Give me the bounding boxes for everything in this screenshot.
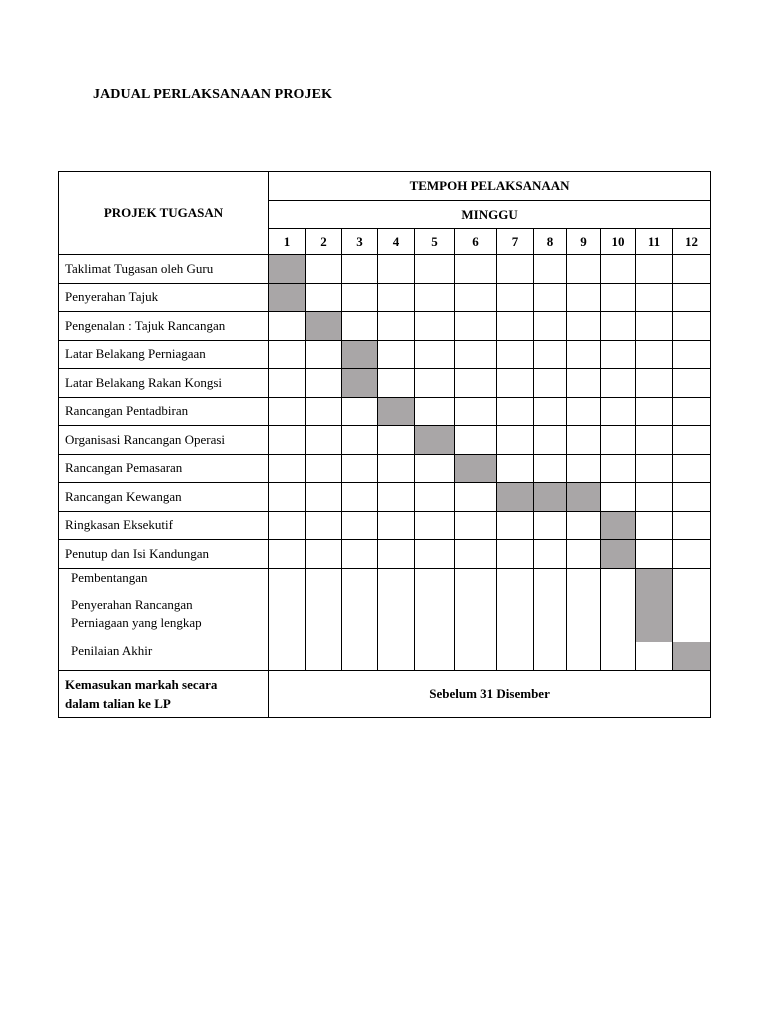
- week-cell: [673, 369, 711, 398]
- task-label: Rancangan Pentadbiran: [59, 397, 269, 426]
- week-number: 7: [497, 229, 534, 255]
- week-cell: [342, 483, 378, 512]
- week-number: 2: [306, 229, 342, 255]
- final-task-label: [59, 670, 269, 717]
- week-cell: [342, 454, 378, 483]
- week-cell: [673, 568, 711, 670]
- week-cell: [673, 540, 711, 569]
- week-cell: [567, 540, 601, 569]
- minggu-header: MINGGU: [269, 201, 711, 229]
- week-cell: [534, 255, 567, 284]
- week-cell: [534, 283, 567, 312]
- week-cell: [415, 568, 455, 670]
- week-cell: [455, 540, 497, 569]
- week-cell: [455, 283, 497, 312]
- week-cell: [455, 255, 497, 284]
- schedule-bar: [601, 540, 636, 569]
- week-cell: [269, 483, 306, 512]
- week-cell: [534, 568, 567, 670]
- week-cell: [269, 454, 306, 483]
- week-cell: [601, 369, 636, 398]
- week-cell: [306, 397, 342, 426]
- week-cell: [306, 483, 342, 512]
- task-row: [59, 454, 711, 483]
- week-cell: [342, 312, 378, 341]
- week-cell: [378, 312, 415, 341]
- week-cell: [415, 340, 455, 369]
- week-cell: [567, 511, 601, 540]
- grouped-task-labels: [59, 568, 269, 670]
- week-cell: [601, 483, 636, 512]
- week-cell: [306, 255, 342, 284]
- week-cell: [636, 454, 673, 483]
- week-cell: [601, 283, 636, 312]
- schedule-bar: [455, 454, 497, 483]
- week-cell: [567, 568, 601, 670]
- week-cell: [306, 540, 342, 569]
- task-label: Latar Belakang Perniagaan: [59, 340, 269, 369]
- week-cell: [455, 340, 497, 369]
- week-cell: [455, 426, 497, 455]
- week-cell: [567, 312, 601, 341]
- week-cell: [636, 483, 673, 512]
- week-cell: [601, 568, 636, 670]
- week-cell: [378, 369, 415, 398]
- schedule-table: [58, 171, 711, 718]
- week-cell: [342, 426, 378, 455]
- week-cell: [673, 426, 711, 455]
- week-cell: [415, 483, 455, 512]
- schedule-bar: [673, 642, 710, 670]
- task-label: Organisasi Rancangan Operasi: [59, 426, 269, 455]
- week-cell: [269, 340, 306, 369]
- week-cell: [534, 454, 567, 483]
- week-cell: [673, 483, 711, 512]
- week-cell: [601, 340, 636, 369]
- week-cell: [342, 397, 378, 426]
- deadline-note: Sebelum 31 Disember: [269, 670, 711, 717]
- task-label-penyerahan-line1: Penyerahan Rancangan: [71, 596, 193, 612]
- task-row: [59, 369, 711, 398]
- week-cell: [497, 340, 534, 369]
- week-cell: [415, 312, 455, 341]
- schedule-bar: [601, 511, 636, 540]
- week-number: 11: [636, 229, 673, 255]
- week-cell: [415, 369, 455, 398]
- week-cell: [567, 426, 601, 455]
- week-cell: [378, 540, 415, 569]
- week-cell: [567, 454, 601, 483]
- week-cell: [601, 397, 636, 426]
- week-cell: [455, 483, 497, 512]
- week-cell: [497, 454, 534, 483]
- week-cell: [636, 312, 673, 341]
- task-label: Rancangan Pemasaran: [59, 454, 269, 483]
- schedule-bar: [415, 426, 455, 455]
- week-cell: [497, 540, 534, 569]
- week-cell: [269, 312, 306, 341]
- schedule-bar: [378, 397, 415, 426]
- final-label-line2: dalam talian ke LP: [65, 695, 171, 711]
- week-cell: [378, 426, 415, 455]
- week-cell: [378, 283, 415, 312]
- week-cell: [673, 255, 711, 284]
- week-cell: [534, 369, 567, 398]
- week-cell: [673, 312, 711, 341]
- week-number: 12: [673, 229, 711, 255]
- week-cell: [534, 540, 567, 569]
- task-label: Penyerahan Tajuk: [59, 283, 269, 312]
- week-cell: [567, 255, 601, 284]
- week-cell: [455, 369, 497, 398]
- task-label: Taklimat Tugasan oleh Guru: [59, 255, 269, 284]
- week-cell: [534, 312, 567, 341]
- week-cell: [415, 454, 455, 483]
- task-label: Ringkasan Eksekutif: [59, 511, 269, 540]
- week-cell: [415, 540, 455, 569]
- week-cell: [636, 540, 673, 569]
- week-cell: [497, 369, 534, 398]
- week-cell: [306, 340, 342, 369]
- week-cell: [497, 255, 534, 284]
- week-cell: [342, 540, 378, 569]
- week-cell: [378, 454, 415, 483]
- week-number: 8: [534, 229, 567, 255]
- week-number: 5: [415, 229, 455, 255]
- week-cell: [534, 511, 567, 540]
- week-number: 6: [455, 229, 497, 255]
- task-label-penilaian-akhir: Penilaian Akhir: [71, 642, 153, 658]
- week-cell: [636, 255, 673, 284]
- week-cell: [378, 340, 415, 369]
- week-cell: [455, 568, 497, 670]
- schedule-bar: [534, 483, 567, 512]
- week-cell: [269, 397, 306, 426]
- week-cell: [269, 426, 306, 455]
- week-cell: [378, 255, 415, 284]
- task-label: Pengenalan : Tajuk Rancangan: [59, 312, 269, 341]
- week-cell: [455, 511, 497, 540]
- week-cell: [306, 511, 342, 540]
- week-cell: [455, 397, 497, 426]
- week-cell: [497, 283, 534, 312]
- page-title: JADUAL PERLAKSANAAN PROJEK: [93, 87, 333, 102]
- week-cell: [269, 540, 306, 569]
- task-label: Latar Belakang Rakan Kongsi: [59, 369, 269, 398]
- schedule-bar: [342, 340, 378, 369]
- week-cell: [269, 369, 306, 398]
- week-number: 10: [601, 229, 636, 255]
- week-cell: [497, 312, 534, 341]
- task-label: Penutup dan Isi Kandungan: [59, 540, 269, 569]
- week-cell: [415, 283, 455, 312]
- task-row: [59, 426, 711, 455]
- week-cell: [601, 312, 636, 341]
- week-cell: [342, 511, 378, 540]
- week-cell: [342, 283, 378, 312]
- week-number: 1: [269, 229, 306, 255]
- task-label-pembentangan: Pembentangan: [71, 569, 148, 585]
- week-cell: [636, 340, 673, 369]
- week-cell: [497, 511, 534, 540]
- task-row: [59, 540, 711, 569]
- week-cell: [269, 568, 306, 670]
- schedule-bar: [636, 569, 672, 642]
- week-cell: [415, 511, 455, 540]
- week-cell: [497, 426, 534, 455]
- task-row: [59, 312, 711, 341]
- week-cell: [342, 255, 378, 284]
- schedule-bar: [342, 369, 378, 398]
- week-cell: [673, 283, 711, 312]
- week-cell: [415, 397, 455, 426]
- week-number: 9: [567, 229, 601, 255]
- week-cell: [306, 283, 342, 312]
- week-cell: [306, 426, 342, 455]
- week-cell: [601, 454, 636, 483]
- task-row: [59, 255, 711, 284]
- schedule-bar: [306, 312, 342, 341]
- task-row: [59, 340, 711, 369]
- task-label: Rancangan Kewangan: [59, 483, 269, 512]
- week-cell: [378, 568, 415, 670]
- week-cell: [534, 426, 567, 455]
- grouped-task-row: [59, 568, 711, 670]
- final-label-line1: Kemasukan markah secara: [65, 676, 218, 692]
- week-cell: [636, 369, 673, 398]
- schedule-bar: [497, 483, 534, 512]
- week-cell: [567, 369, 601, 398]
- week-cell: [636, 511, 673, 540]
- week-cell: [673, 511, 711, 540]
- task-row: [59, 483, 711, 512]
- week-cell: [567, 340, 601, 369]
- week-cell: [342, 568, 378, 670]
- week-cell: [497, 568, 534, 670]
- schedule-bar: [567, 483, 601, 512]
- schedule-bar: [269, 255, 306, 284]
- week-cell: [636, 568, 673, 670]
- week-cell: [306, 568, 342, 670]
- week-number: 4: [378, 229, 415, 255]
- week-cell: [567, 283, 601, 312]
- week-cell: [601, 426, 636, 455]
- final-row: [59, 670, 711, 717]
- task-row: [59, 397, 711, 426]
- schedule-bar: [269, 283, 306, 312]
- week-cell: [636, 397, 673, 426]
- week-cell: [497, 397, 534, 426]
- week-cell: [378, 483, 415, 512]
- task-label-penyerahan-line2: Perniagaan yang lengkap: [71, 614, 202, 630]
- week-cell: [636, 426, 673, 455]
- task-row: [59, 511, 711, 540]
- tempoh-pelaksanaan-header: TEMPOH PELAKSANAAN: [269, 172, 711, 201]
- week-cell: [673, 454, 711, 483]
- week-cell: [534, 397, 567, 426]
- week-cell: [455, 312, 497, 341]
- week-cell: [306, 454, 342, 483]
- week-cell: [306, 369, 342, 398]
- week-number: 3: [342, 229, 378, 255]
- week-cell: [567, 397, 601, 426]
- week-cell: [415, 255, 455, 284]
- week-cell: [534, 340, 567, 369]
- week-cell: [673, 340, 711, 369]
- week-cell: [673, 397, 711, 426]
- projek-tugasan-header: PROJEK TUGASAN: [59, 172, 269, 255]
- week-cell: [269, 511, 306, 540]
- week-cell: [378, 511, 415, 540]
- week-cell: [601, 255, 636, 284]
- week-cell: [636, 283, 673, 312]
- task-row: [59, 283, 711, 312]
